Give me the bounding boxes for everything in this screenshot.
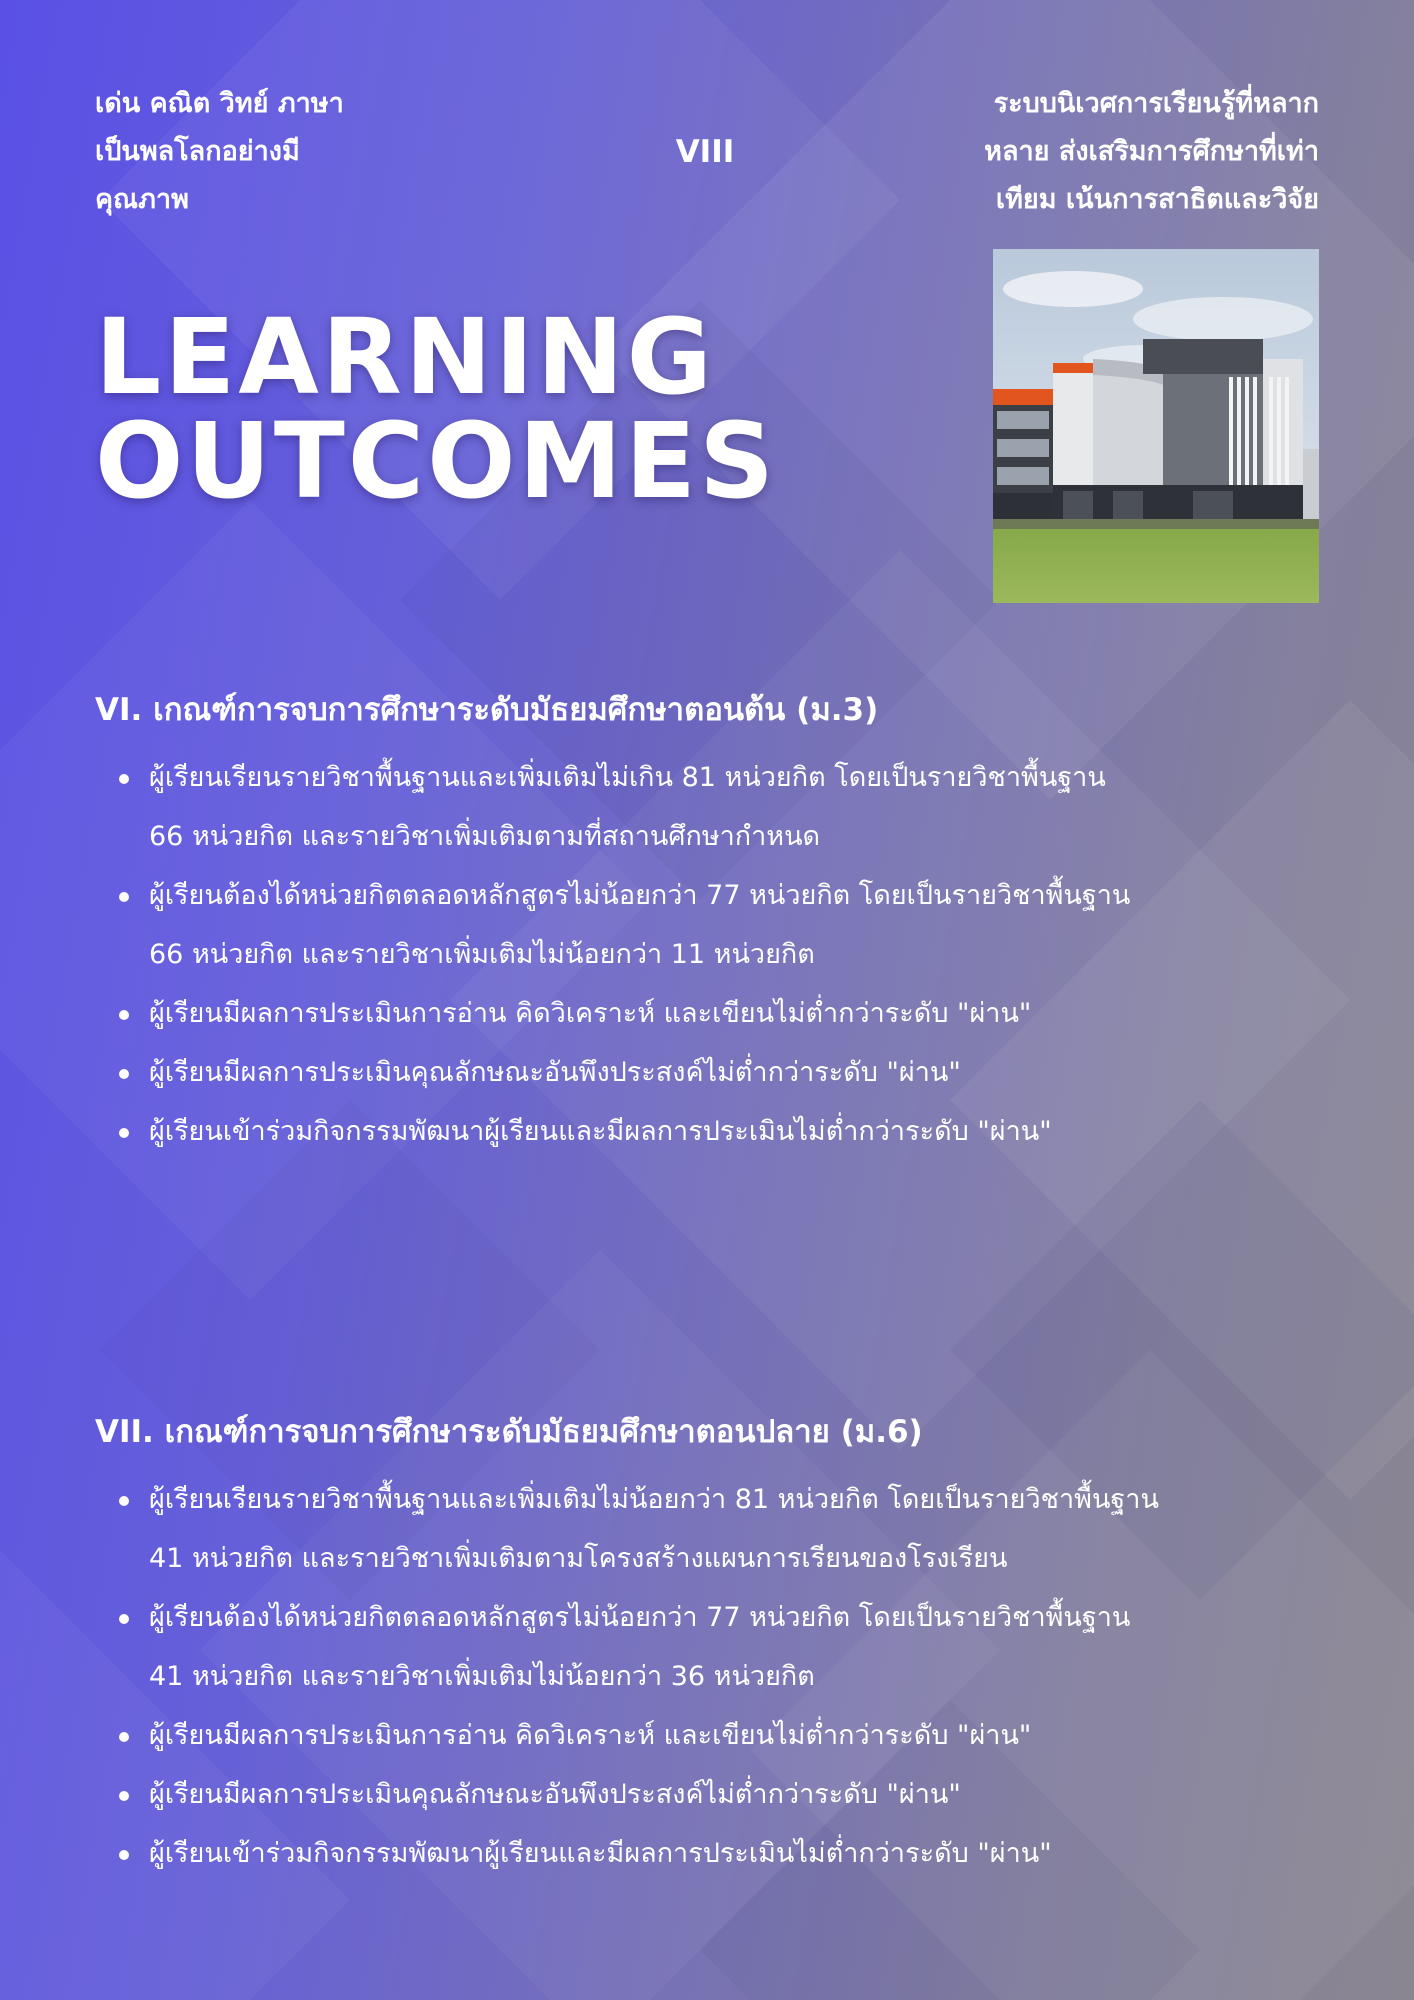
list-item-text: ผู้เรียนเรียนรายวิชาพื้นฐานและเพิ่มเติมไม่เกิน 81 หน่วยกิต โดยเป็นรายวิชาพื้นฐาน bbox=[149, 762, 1106, 793]
section-heading: VII. เกณฑ์การจบการศึกษาระดับมัธยมศึกษาตอนปลาย (ม.6) bbox=[95, 1414, 923, 1450]
list-item-text: ผู้เรียนมีผลการประเมินคุณลักษณะอันพึงประสงค์ไม่ต่ำกว่าระดับ "ผ่าน" bbox=[149, 1779, 961, 1810]
criteria-list bbox=[95, 748, 1335, 1161]
section-heading: VI. เกณฑ์การจบการศึกษาระดับมัธยมศึกษาตอนต้น (ม.3) bbox=[95, 692, 879, 728]
tagline-left: เด่น คณิต วิทย์ ภาษา เป็นพลโลกอย่างมี คุณภาพ bbox=[95, 88, 344, 215]
list-item-text-continued: 66 หน่วยกิต และรายวิชาเพิ่มเติมตามที่สถานศึกษากำหนด bbox=[149, 821, 821, 852]
list-item bbox=[149, 1470, 1335, 1588]
list-item-text: ผู้เรียนต้องได้หน่วยกิตตลอดหลักสูตรไม่น้อยกว่า 77 หน่วยกิต โดยเป็นรายวิชาพื้นฐาน bbox=[149, 1602, 1131, 1633]
section-upper-secondary bbox=[95, 1406, 1335, 1883]
list-item bbox=[149, 1824, 1335, 1883]
school-building-photo bbox=[993, 249, 1319, 603]
tagline-right: ระบบนิเวศการเรียนรู้ที่หลาก หลาย ส่งเสริมการศึกษาที่เท่า เทียม เน้นการสาธิตและวิจัย bbox=[984, 88, 1319, 215]
list-item bbox=[149, 748, 1335, 866]
list-item bbox=[149, 1043, 1335, 1102]
list-item-text: ผู้เรียนเรียนรายวิชาพื้นฐานและเพิ่มเติมไม่น้อยกว่า 81 หน่วยกิต โดยเป็นรายวิชาพื้นฐาน bbox=[149, 1484, 1159, 1515]
main-title-line-1: LEARNING bbox=[95, 296, 716, 418]
list-item bbox=[149, 866, 1335, 984]
list-item-text-continued: 41 หน่วยกิต และรายวิชาเพิ่มเติมตามโครงสร้างแผนการเรียนของโรงเรียน bbox=[149, 1543, 1008, 1574]
list-item-text-continued: 41 หน่วยกิต และรายวิชาเพิ่มเติมไม่น้อยกว่า 36 หน่วยกิต bbox=[149, 1661, 815, 1692]
main-title bbox=[95, 296, 777, 522]
list-item-text: ผู้เรียนมีผลการประเมินคุณลักษณะอันพึงประสงค์ไม่ต่ำกว่าระดับ "ผ่าน" bbox=[149, 1057, 961, 1088]
list-item bbox=[149, 1588, 1335, 1706]
list-item bbox=[149, 1765, 1335, 1824]
section-lower-secondary bbox=[95, 684, 1335, 1161]
page-number: VIII bbox=[675, 134, 735, 170]
list-item bbox=[149, 1102, 1335, 1161]
list-item-text-continued: 66 หน่วยกิต และรายวิชาเพิ่มเติมไม่น้อยกว่า 11 หน่วยกิต bbox=[149, 939, 815, 970]
criteria-list bbox=[95, 1470, 1335, 1883]
list-item-text: ผู้เรียนเข้าร่วมกิจกรรมพัฒนาผู้เรียนและมีผลการประเมินไม่ต่ำกว่าระดับ "ผ่าน" bbox=[149, 1116, 1052, 1147]
list-item-text: ผู้เรียนมีผลการประเมินการอ่าน คิดวิเคราะห์ และเขียนไม่ต่ำกว่าระดับ "ผ่าน" bbox=[149, 1720, 1032, 1751]
list-item bbox=[149, 984, 1335, 1043]
list-item-text: ผู้เรียนมีผลการประเมินการอ่าน คิดวิเคราะห์ และเขียนไม่ต่ำกว่าระดับ "ผ่าน" bbox=[149, 998, 1032, 1029]
main-title-line-2: OUTCOMES bbox=[95, 400, 777, 522]
list-item bbox=[149, 1706, 1335, 1765]
list-item-text: ผู้เรียนต้องได้หน่วยกิตตลอดหลักสูตรไม่น้อยกว่า 77 หน่วยกิต โดยเป็นรายวิชาพื้นฐาน bbox=[149, 880, 1131, 911]
list-item-text: ผู้เรียนเข้าร่วมกิจกรรมพัฒนาผู้เรียนและมีผลการประเมินไม่ต่ำกว่าระดับ "ผ่าน" bbox=[149, 1838, 1052, 1869]
